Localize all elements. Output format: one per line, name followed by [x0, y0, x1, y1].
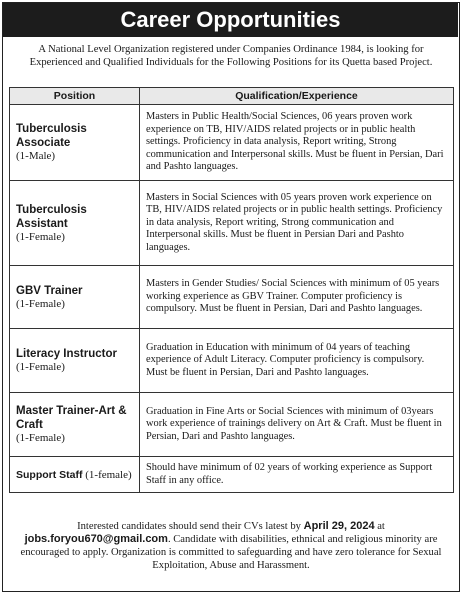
column-header-qualification: Qualification/Experience: [140, 88, 454, 105]
position-title: GBV Trainer: [16, 284, 83, 297]
position-title: Tuberculosis Assistant: [16, 203, 87, 230]
positions-table: [9, 87, 454, 493]
instructions-rest: . Candidate with disabilities, ethnical and religious minority are encouraged to apply. Organization is committed to safeguarding and have zero tolerance for Sexual Exploitation, Abuse and Harassment.: [20, 534, 442, 571]
job-advertisement: [2, 2, 460, 592]
position-cell: [10, 181, 140, 266]
qualification-cell: Masters in Public Health/Social Sciences, 06 years proven work experience on TB, HIV/AIDS related projects or in public health settings. Proficiency in data analysis, Report writing, Strong communication and Interpersonal skills. Must be fluent in Persian, Dari and Pashto languages.: [140, 105, 454, 181]
contact-email[interactable]: jobs.foryou670@gmail.com: [24, 533, 168, 545]
position-cell: [10, 393, 140, 457]
position-title: Tuberculosis Associate: [16, 123, 87, 150]
qualification-cell: Graduation in Fine Arts or Social Sciences with minimum of 03years work experience of trainings delivery on Art & Craft. Must be fluent in Persian, Dari and Pashto languages.: [140, 393, 454, 457]
position-count: (1-Female): [16, 230, 65, 243]
application-instructions: [15, 520, 447, 572]
position-title: Support Staff: [16, 468, 83, 481]
page-title: Career Opportunities: [3, 3, 458, 37]
position-cell: [10, 457, 140, 493]
position-title: Literacy Instructor: [16, 348, 117, 361]
position-count: (1-Female): [16, 432, 65, 445]
intro-paragraph: A National Level Organization registered under Companies Ordinance 1984, is looking for Experienced and Qualified Individuals for the Following Positions for its Quetta based Project.: [29, 44, 433, 68]
position-cell: [10, 266, 140, 329]
table-row: [10, 266, 454, 329]
application-deadline: April 29, 2024: [303, 520, 375, 532]
position-cell: [10, 105, 140, 181]
table-row: [10, 105, 454, 181]
qualification-cell: Graduation in Education with minimum of 04 years of teaching experience of Adult Literacy. Computer proficiency is compulsory. Must be fluent in Persian, Dari and Pashto languages.: [140, 329, 454, 393]
table-row: [10, 393, 454, 457]
table-header-row: [10, 88, 454, 105]
position-cell: [10, 329, 140, 393]
column-header-position: Position: [10, 88, 140, 105]
position-title: Master Trainer-Art & Craft: [16, 405, 127, 432]
qualification-cell: Masters in Social Sciences with 05 years proven work experience on TB, HIV/AIDS related projects or in public health settings. Proficiency in data analysis, Report writing, Strong communication and Interpersonal skills. Must be fluent in Persian Dari and Pashto languages.: [140, 181, 454, 266]
instructions-text: Interested candidates should send their CVs latest by: [77, 521, 301, 532]
qualification-cell: Should have minimum of 02 years of working experience as Support Staff in any office.: [140, 457, 454, 493]
table-row: [10, 181, 454, 266]
position-count: (1-female): [85, 468, 132, 481]
position-count: (1-Female): [16, 297, 65, 310]
qualification-cell: Masters in Gender Studies/ Social Sciences with minimum of 05 years working experience as GBV Trainer. Computer proficiency is compulsory. Must be fluent in Persian, Dari and Pashto languages.: [140, 266, 454, 329]
instructions-at: at: [377, 521, 385, 532]
table-row: [10, 457, 454, 493]
table-row: [10, 329, 454, 393]
position-count: (1-Male): [16, 150, 56, 163]
position-count: (1-Female): [16, 361, 65, 374]
